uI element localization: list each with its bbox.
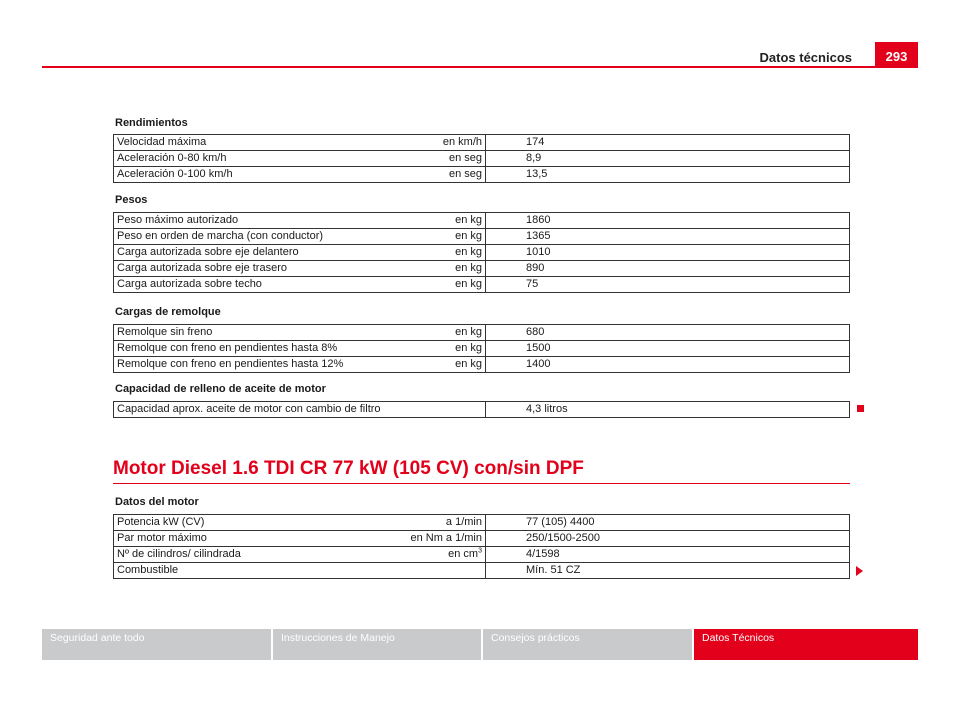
row-unit: en kg <box>455 278 482 290</box>
section-end-marker-icon <box>857 405 864 412</box>
table-row <box>114 562 849 578</box>
row-label: Remolque sin freno <box>117 326 213 338</box>
table-row <box>114 546 849 562</box>
row-value: 8,9 <box>485 151 849 166</box>
row-unit: en kg <box>455 262 482 274</box>
page-number: 293 <box>875 42 918 68</box>
heading-rule <box>113 483 850 484</box>
row-label: Carga autorizada sobre techo <box>117 278 262 290</box>
header-rule <box>42 66 918 68</box>
table-row <box>114 244 849 260</box>
row-label: Combustible <box>117 564 179 576</box>
table-row <box>114 150 849 166</box>
motor-subtitle: Datos del motor <box>115 496 199 508</box>
table-row <box>114 260 849 276</box>
table-row <box>114 402 849 417</box>
remolque-table <box>113 324 850 373</box>
row-value: 4/1598 <box>485 547 849 562</box>
row-unit: en seg <box>448 152 482 164</box>
row-label: Velocidad máxima <box>117 136 207 148</box>
row-value: 890 <box>485 261 849 276</box>
row-value: 1860 <box>485 213 849 228</box>
footer-tab-consejos[interactable]: Consejos prácticos <box>483 629 692 660</box>
footer-tab-instrucciones[interactable]: Instrucciones de Manejo <box>273 629 481 660</box>
unit-superscript: 3 <box>478 547 482 555</box>
row-value: 1400 <box>485 357 849 372</box>
row-unit: en kg <box>455 214 482 226</box>
rendimientos-table <box>113 134 850 183</box>
row-label: Par motor máximo <box>117 532 207 544</box>
table-row <box>114 213 849 228</box>
row-value: 250/1500-2500 <box>485 531 849 546</box>
row-label: Remolque con freno en pendientes hasta 12% <box>117 358 344 370</box>
row-unit: en km/h <box>442 136 482 148</box>
row-unit: en kg <box>455 230 482 242</box>
row-value: 75 <box>485 277 849 292</box>
table-row <box>114 325 849 340</box>
aceite-table <box>113 401 850 418</box>
row-unit: en seg <box>448 168 482 180</box>
motor-heading: Motor Diesel 1.6 TDI CR 77 kW (105 CV) con/sin DPF <box>113 458 584 479</box>
footer-tab-datos-tecnicos[interactable]: Datos Técnicos <box>694 629 918 660</box>
running-header-title: Datos técnicos <box>759 50 852 65</box>
row-unit: en kg <box>455 326 482 338</box>
row-unit-cell <box>377 547 485 562</box>
row-value: Mín. 51 CZ <box>485 563 849 578</box>
row-label: Peso en orden de marcha (con conductor) <box>117 230 324 242</box>
row-unit: a 1/min <box>445 516 482 528</box>
row-label: Aceleración 0-80 km/h <box>117 152 227 164</box>
table-row <box>114 515 849 530</box>
row-label: Potencia kW (CV) <box>117 516 205 528</box>
row-unit: en kg <box>455 246 482 258</box>
row-label: Aceleración 0-100 km/h <box>117 168 233 180</box>
row-label: Peso máximo autorizado <box>117 214 239 226</box>
footer-tab-seguridad[interactable]: Seguridad ante todo <box>42 629 271 660</box>
pesos-table <box>113 212 850 293</box>
table-row <box>114 276 849 292</box>
table-row <box>114 356 849 372</box>
table-row <box>114 166 849 182</box>
row-unit <box>377 563 485 578</box>
continue-arrow-icon <box>856 566 863 576</box>
row-value: 4,3 litros <box>485 402 849 417</box>
row-label: Carga autorizada sobre eje trasero <box>117 262 287 274</box>
row-value: 1500 <box>485 341 849 356</box>
motor-table <box>113 514 850 579</box>
remolque-title: Cargas de remolque <box>115 306 221 318</box>
table-row <box>114 228 849 244</box>
pesos-title: Pesos <box>115 194 148 206</box>
row-label: Capacidad aprox. aceite de motor con cambio de filtro <box>117 403 381 415</box>
row-unit: en cm <box>448 548 479 560</box>
row-unit: en kg <box>455 358 482 370</box>
row-label: Nº de cilindros/ cilindrada <box>117 548 241 560</box>
row-value: 1010 <box>485 245 849 260</box>
table-row <box>114 135 849 150</box>
row-value: 174 <box>485 135 849 150</box>
row-unit: en Nm a 1/min <box>410 532 482 544</box>
row-value: 77 (105) 4400 <box>485 515 849 530</box>
footer-nav <box>42 629 918 660</box>
aceite-title: Capacidad de relleno de aceite de motor <box>115 383 326 395</box>
row-unit: en kg <box>455 342 482 354</box>
rendimientos-title: Rendimientos <box>115 117 188 129</box>
row-value: 13,5 <box>485 167 849 182</box>
row-label: Carga autorizada sobre eje delantero <box>117 246 299 258</box>
table-row <box>114 530 849 546</box>
row-label: Remolque con freno en pendientes hasta 8% <box>117 342 338 354</box>
row-value: 680 <box>485 325 849 340</box>
table-row <box>114 340 849 356</box>
row-value: 1365 <box>485 229 849 244</box>
